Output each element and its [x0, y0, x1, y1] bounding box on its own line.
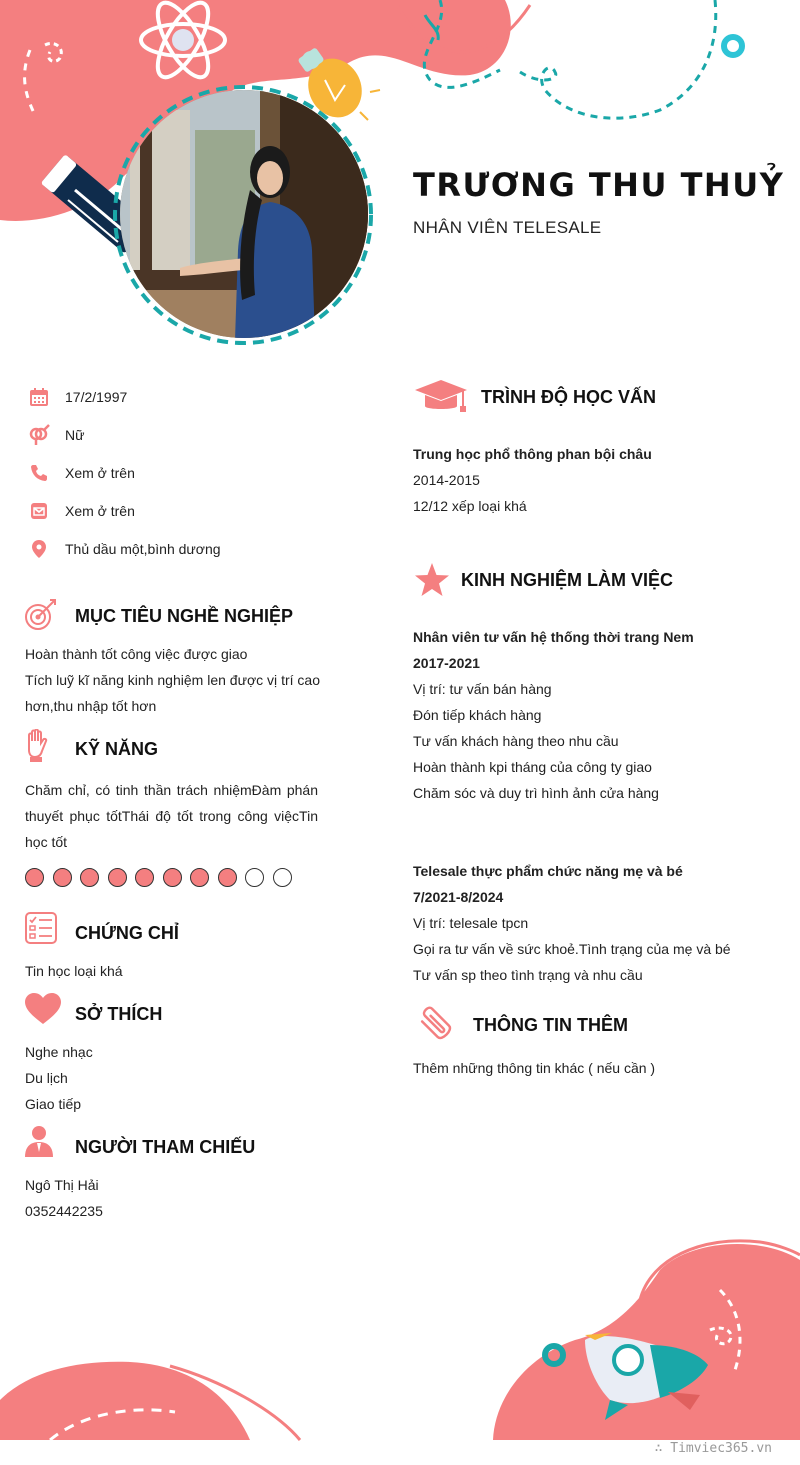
hobby-item: Nghe nhạc [25, 1044, 93, 1060]
heart-icon [24, 992, 62, 1026]
job-entry [413, 624, 773, 806]
hobbies-list [25, 1039, 93, 1117]
gender-value: Nữ [65, 427, 85, 443]
experience-title: KINH NGHIỆM LÀM VIỆC [461, 570, 674, 590]
address-row [28, 537, 221, 561]
certificates-title: CHỨNG CHỈ [75, 923, 179, 943]
hand-icon [24, 729, 50, 763]
objective-text [25, 641, 320, 719]
target-icon [24, 597, 58, 631]
school-name: Trung học phổ thông phan bội châu [413, 446, 652, 462]
rating-dot-empty [245, 868, 264, 887]
education-details [413, 441, 652, 519]
email-icon [28, 500, 50, 522]
rating-dot-filled [190, 868, 209, 887]
certificate-item: Tin học loại khá [25, 963, 123, 979]
job-detail: Hoàn thành kpi tháng của công ty giao [413, 759, 652, 775]
skills-text: Chăm chỉ, có tinh thần trách nhiệmĐàm phán thuyết phục tốtThái độ tốt trong công việcTin học tốt [25, 782, 318, 850]
email-value: Xem ở trên [65, 503, 135, 519]
job-title: NHÂN VIÊN TELESALE [413, 218, 602, 237]
rating-dot-filled [135, 868, 154, 887]
email-row [28, 499, 135, 523]
job-company: Telesale thực phẩm chức năng mẹ và bé [413, 863, 683, 879]
job-detail: Gọi ra tư vấn về sức khoẻ.Tình trạng của mẹ và bé [413, 941, 731, 957]
rating-dot-filled [163, 868, 182, 887]
job-period: 2017-2021 [413, 655, 480, 671]
profile-photo [120, 90, 368, 338]
phone-row [28, 461, 135, 485]
job-detail: Chăm sóc và duy trì hình ảnh cửa hàng [413, 785, 659, 801]
objective-line: Tích luỹ kĩ năng kinh nghiệm len được vị trí cao hơn,thu nhập tốt hơn [25, 672, 320, 714]
education-period: 2014-2015 [413, 472, 480, 488]
rating-dot-filled [25, 868, 44, 887]
phone-icon [28, 462, 50, 484]
job-detail: Vị trí: tư vấn bán hàng [413, 681, 552, 697]
job-detail: Tư vấn sp theo tình trạng và nhu cầu [413, 967, 643, 983]
rocket-icon [585, 1333, 708, 1420]
birthday-value: 17/2/1997 [65, 389, 128, 405]
objective-title: MỤC TIÊU NGHỀ NGHIỆP [75, 606, 294, 626]
phone-value: Xem ở trên [65, 465, 135, 481]
birthday-row [28, 385, 127, 409]
rating-dot-filled [80, 868, 99, 887]
skill-rating [25, 868, 292, 887]
objective-line: Hoàn thành tốt công việc được giao [25, 646, 248, 662]
hobbies-title: SỞ THÍCH [75, 1004, 163, 1024]
skills-title: KỸ NĂNG [75, 739, 159, 759]
hobby-item: Giao tiếp [25, 1096, 82, 1112]
job-detail: Tư vấn khách hàng theo nhu cầu [413, 733, 619, 749]
extra-title: THÔNG TIN THÊM [473, 1015, 628, 1035]
person-icon [24, 1124, 54, 1158]
rating-dot-filled [108, 868, 127, 887]
rating-dot-empty [273, 868, 292, 887]
job-detail: Vị trí: telesale tpcn [413, 915, 529, 931]
rating-dot-filled [53, 868, 72, 887]
paperclip-icon [415, 1004, 459, 1046]
reference-name: Ngô Thị Hải [25, 1177, 99, 1193]
gender-row [28, 423, 84, 447]
watermark: ∴ Timviec365.vn [654, 1441, 772, 1456]
references-info [25, 1172, 103, 1224]
checklist-icon [24, 911, 58, 945]
job-entry [413, 858, 783, 988]
address-value: Thủ dầu một,bình dương [65, 541, 221, 557]
location-pin-icon [28, 538, 50, 560]
education-title: TRÌNH ĐỘ HỌC VẤN [481, 387, 656, 407]
education-result: 12/12 xếp loại khá [413, 498, 527, 514]
graduation-cap-icon [413, 378, 469, 416]
job-period: 7/2021-8/2024 [413, 889, 504, 905]
job-company: Nhân viên tư vấn hệ thống thời trang Nem [413, 629, 694, 645]
candidate-name: TRƯƠNG THU THUỶ [413, 166, 785, 204]
rating-dot-filled [218, 868, 237, 887]
gender-icon [28, 424, 50, 446]
job-detail: Đón tiếp khách hàng [413, 707, 542, 723]
star-icon [413, 562, 451, 598]
references-title: NGƯỜI THAM CHIẾU [75, 1137, 256, 1157]
reference-phone: 0352442235 [25, 1203, 103, 1219]
calendar-icon [28, 386, 50, 408]
extra-text: Thêm những thông tin khác ( nếu cần ) [413, 1060, 656, 1076]
hobby-item: Du lịch [25, 1070, 68, 1086]
